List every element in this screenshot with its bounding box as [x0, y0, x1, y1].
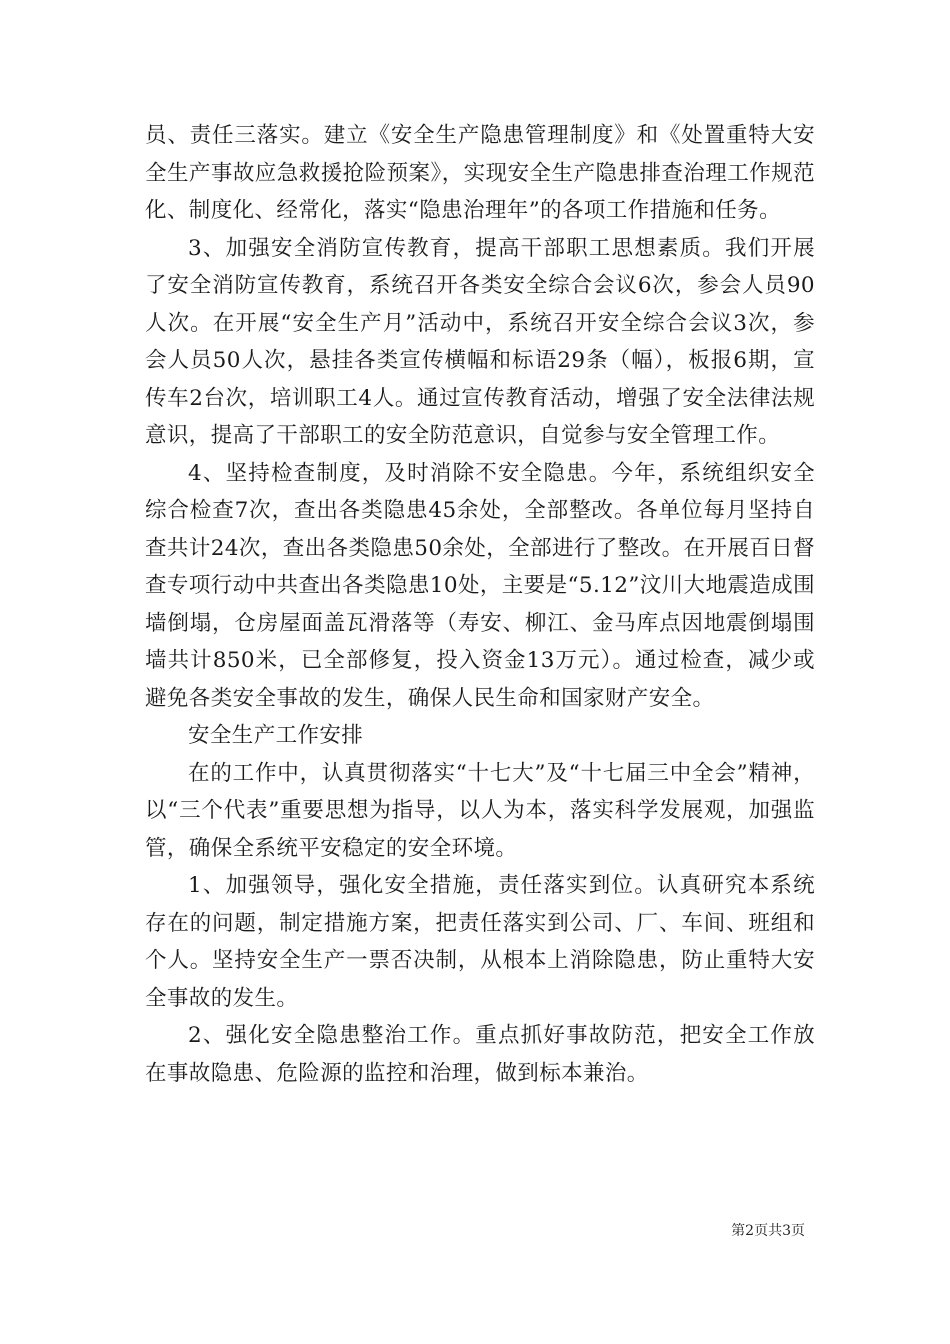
paragraph-item-4: 4、坚持检查制度，及时消除不安全隐患。今年，系统组织安全综合检查7次，查出各类隐患45余处，全部整改。各单位每月坚持自查共计24次，查出各类隐患50余处，全部进行了整改。在开展百日督查专项行动中共查出各类隐患10处，主要是“5.12”汶川大地震造成围墙倒塌，仓房屋面盖瓦滑落等（寿安、柳江、金马库点因地震倒塌围墙共计850米，已全部修复，投入资金13万元）。通过检查，减少或避免各类安全事故的发生，确保人民生命和国家财产安全。 — [145, 460, 815, 711]
paragraph-plan-2: 2、强化安全隐患整治工作。重点抓好事故防范，把安全工作放在事故隐患、危险源的监控和治理，做到标本兼治。 — [145, 1023, 815, 1086]
page-number: 第2页共3页 — [731, 1223, 805, 1239]
section-heading: 安全生产工作安排 — [188, 723, 364, 748]
paragraph-intro: 在的工作中，认真贯彻落实“十七大”及“十七届三中全会”精神，以“三个代表”重要思想为指导，以人为本，落实科学发展观，加强监管，确保全系统平安稳定的安全环境。 — [145, 760, 815, 861]
paragraph-continuation: 员、责任三落实。建立《安全生产隐患管理制度》和《处置重特大安全生产事故应急救援抢险预案》，实现安全生产隐患排查治理工作规范化、制度化、经常化，落实“隐患治理年”的各项工作措施和任务。 — [145, 123, 815, 223]
document-body — [145, 117, 815, 1092]
paragraph-item-3: 3、加强安全消防宣传教育，提高干部职工思想素质。我们开展了安全消防宣传教育，系统召开各类安全综合会议6次，参会人员90人次。在开展“安全生产月”活动中，系统召开安全综合会议3次，参会人员50人次，悬挂各类宣传横幅和标语29条（幅），板报6期，宣传车2台次，培训职工4人。通过宣传教育活动，增强了安全法律法规意识，提高了干部职工的安全防范意识，自觉参与安全管理工作。 — [145, 235, 815, 448]
paragraph-plan-1: 1、加强领导，强化安全措施，责任落实到位。认真研究本系统存在的问题，制定措施方案，把责任落实到公司、厂、车间、班组和个人。坚持安全生产一票否决制，从根本上消除隐患，防止重特大安全事故的发生。 — [145, 873, 815, 1011]
